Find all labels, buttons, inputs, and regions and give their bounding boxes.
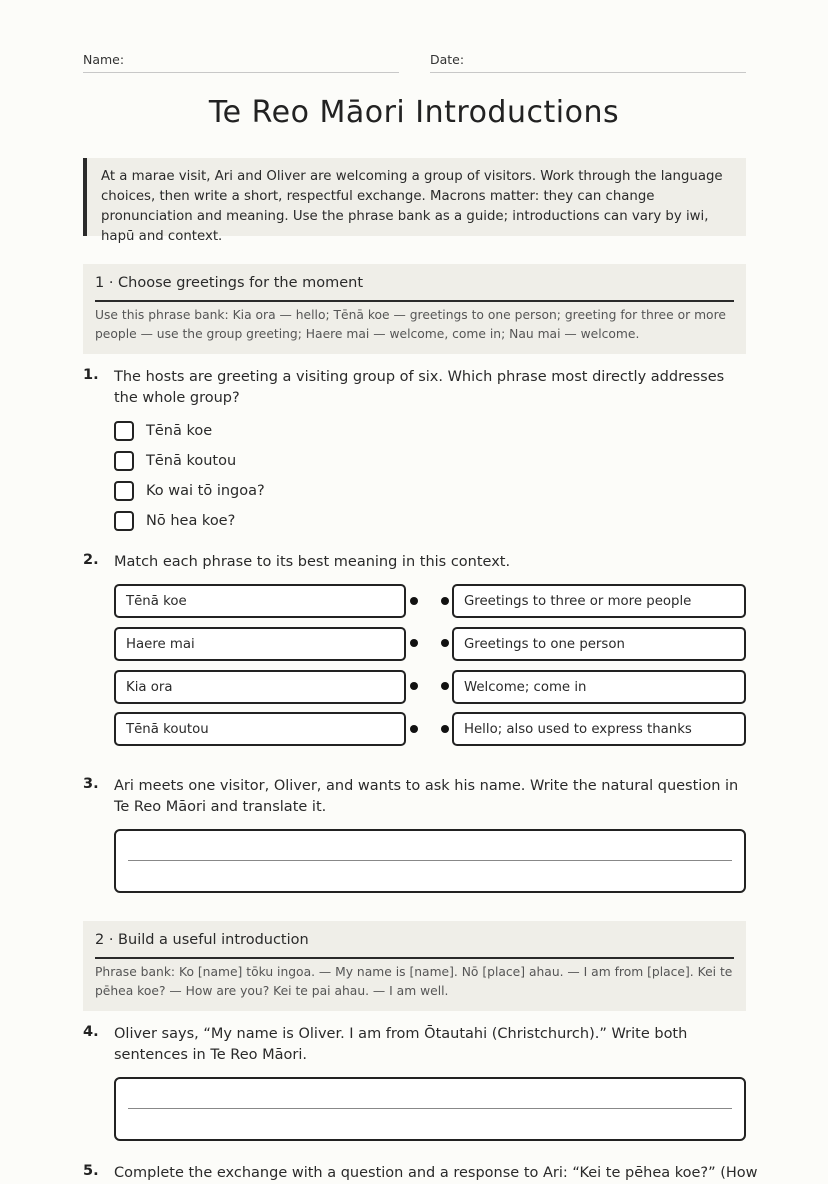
writing-line [128,1108,732,1109]
option-label: Tēnā koe [146,423,213,439]
date-label: Date: [430,52,465,67]
question-number: 2. [83,552,99,568]
match-right-3[interactable]: Welcome; come in [452,670,746,704]
option-1[interactable] [114,420,212,442]
page-title: Te Reo Māori Introductions [208,95,620,130]
writing-line [128,860,732,861]
match-left-dot[interactable] [410,597,418,605]
match-left-3[interactable]: Kia ora [114,670,406,704]
question-number: 3. [83,776,99,792]
match-left-dot[interactable] [410,725,418,733]
question-text: The hosts are greeting a visiting group of six. Which phrase most directly addresses the whole group? [114,369,725,406]
option-4[interactable] [114,510,235,532]
match-left-1[interactable]: Tēnā koe [114,584,406,618]
question-number: 5. [83,1163,99,1179]
name-label: Name: [83,52,125,67]
option-label: Nō hea koe? [146,513,236,529]
name-field[interactable] [83,52,399,73]
question-text: Match each phrase to its best meaning in this context. [114,554,511,570]
checkbox[interactable] [114,511,134,531]
match-right-1[interactable]: Greetings to three or more people [452,584,746,618]
section-1-phrase-bank: Use this phrase bank: Kia ora — hello; Tēnā koe — greetings to one person; greeting for three or more people — use the group greeting; Haere mai — welcome, come in; Nau mai — welcome. [95,308,726,341]
option-label: Tēnā koutou [146,453,237,469]
section-2-phrase-bank: Phrase bank: Ko [name] tōku ingoa. — My name is [name]. Nō [place] ahau. — I am from [place]. Kei te pēhea koe? — How are you? Kei te pai ahau. — I am well. [95,965,733,998]
section-1-panel [83,264,746,354]
match-left-4[interactable]: Tēnā koutou [114,712,406,746]
option-2[interactable] [114,450,236,472]
question-number: 4. [83,1024,99,1040]
match-right-dot[interactable] [441,639,449,647]
section-2-panel [83,921,746,1011]
section-1-title: 1 · Choose greetings for the moment [95,264,734,302]
match-right-dot[interactable] [441,725,449,733]
question-text: Ari meets one visitor, Oliver, and wants to ask his name. Write the natural question in Te Reo Māori and translate it. [114,778,739,815]
section-2-title: 2 · Build a useful introduction [95,921,734,959]
checkbox[interactable] [114,481,134,501]
answer-box-4[interactable] [114,1077,746,1141]
checkbox[interactable] [114,421,134,441]
date-field[interactable] [430,52,746,73]
answer-box-3[interactable] [114,829,746,893]
option-3[interactable] [114,480,265,502]
question-text: Complete the exchange with a question and a response to Ari: “Kei te pēhea koe?” (How [114,1165,758,1181]
match-left-dot[interactable] [410,639,418,647]
match-left-2[interactable]: Haere mai [114,627,406,661]
match-right-2[interactable]: Greetings to one person [452,627,746,661]
intro-callout: At a marae visit, Ari and Oliver are welcoming a group of visitors. Work through the language choices, then write a short, respectful exchange. Macrons matter: they can change pronunciation and meaning. Use the phrase bank as a guide; introductions can vary by iwi, hapū and context. [83,158,746,236]
match-right-4[interactable]: Hello; also used to express thanks [452,712,746,746]
question-number: 1. [83,367,99,383]
checkbox[interactable] [114,451,134,471]
match-left-dot[interactable] [410,682,418,690]
match-right-dot[interactable] [441,682,449,690]
option-label: Ko wai tō ingoa? [146,483,265,499]
match-right-dot[interactable] [441,597,449,605]
question-text: Oliver says, “My name is Oliver. I am from Ōtautahi (Christchurch).” Write both sentences in Te Reo Māori. [114,1026,688,1063]
